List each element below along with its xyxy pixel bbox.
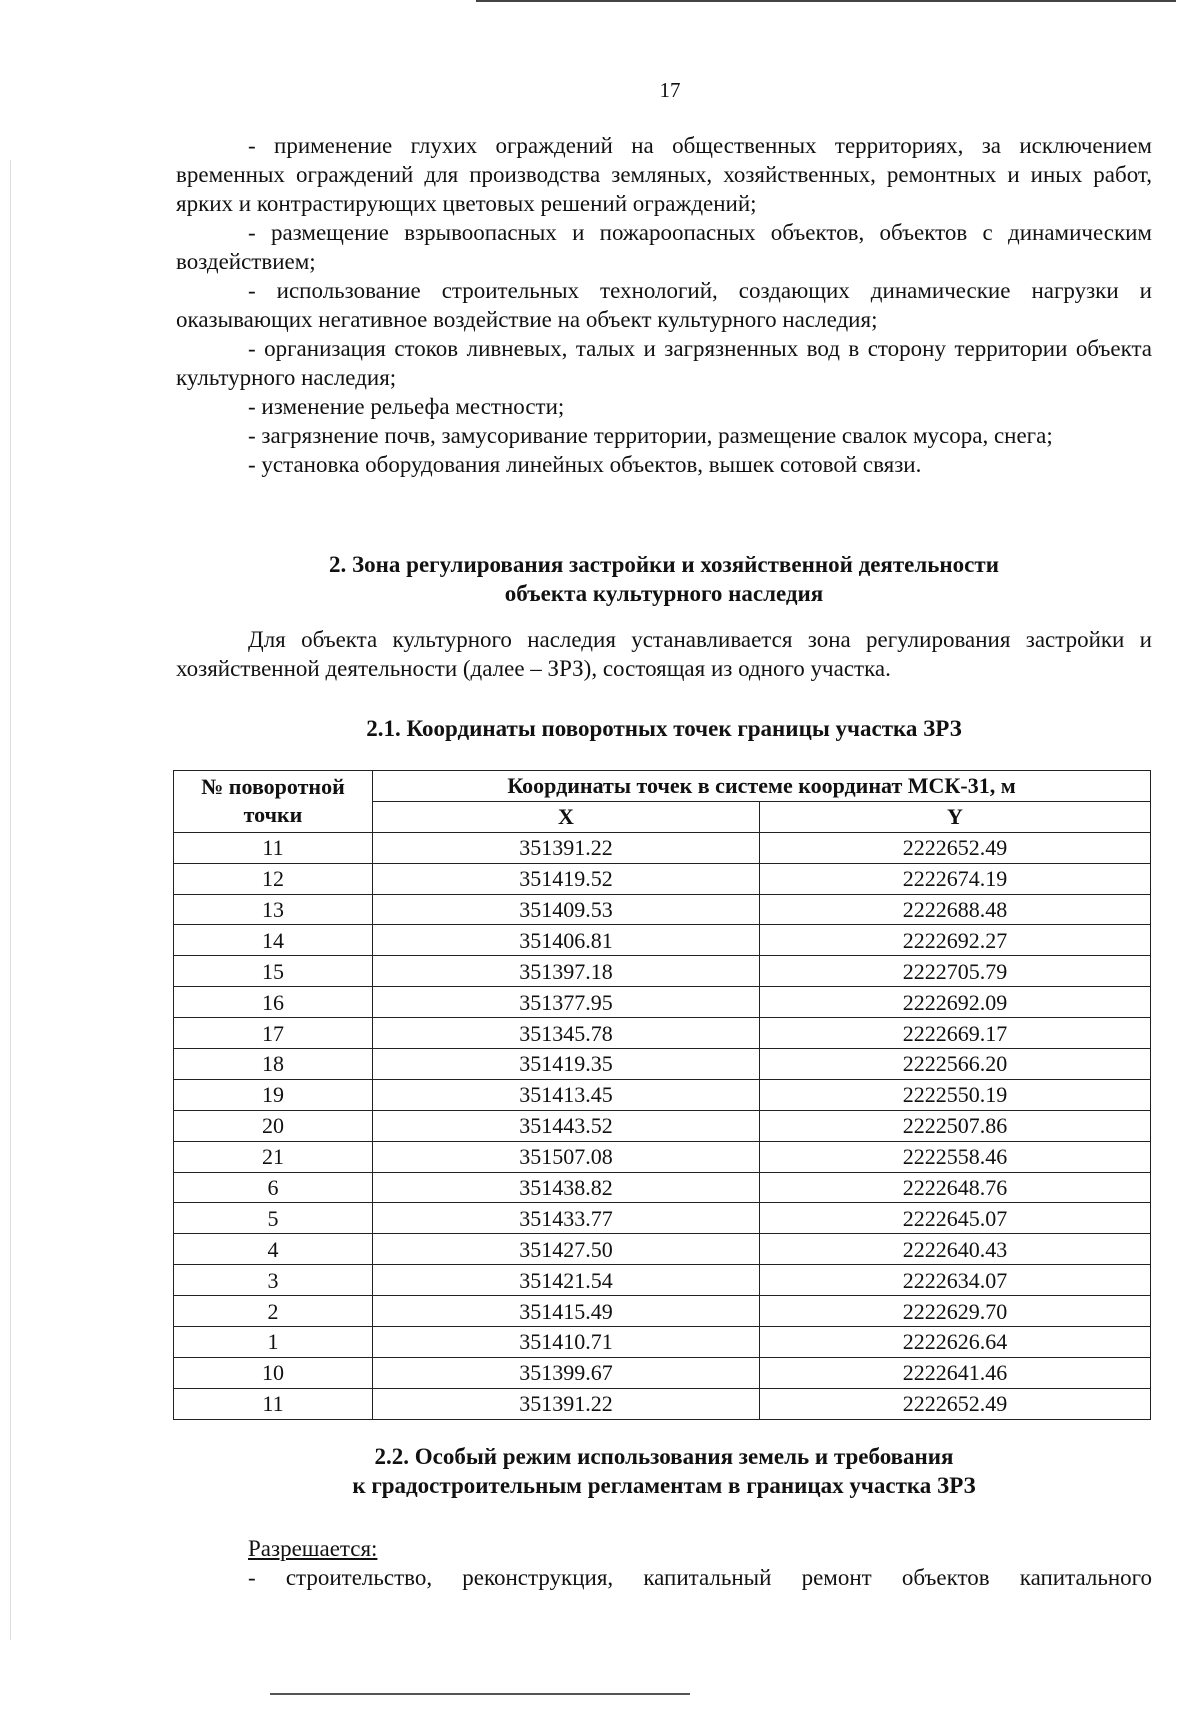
table-row [174,987,1151,1018]
table-row [174,894,1151,925]
table-row [174,1296,1151,1327]
x-coordinate-cell: 351399.67 [373,1357,760,1388]
list-item: - применение глухих ограждений на общественных территориях, за исключением временных ограждений для производства земляных, хозяйственных, ремонтных и иных работ, ярких и контрастирующих цветовых решений ограждений; [176,133,1152,216]
table-row [174,832,1151,863]
y-coordinate-cell: 2222688.48 [760,894,1151,925]
header-y: Y [760,801,1151,832]
y-coordinate-cell: 2222507.86 [760,1110,1151,1141]
table-row [174,925,1151,956]
y-coordinate-cell: 2222705.79 [760,956,1151,987]
table-row [174,1141,1151,1172]
y-coordinate-cell: 2222626.64 [760,1327,1151,1358]
x-coordinate-cell: 351443.52 [373,1110,760,1141]
y-coordinate-cell: 2222641.46 [760,1357,1151,1388]
y-coordinate-cell: 2222652.49 [760,1388,1151,1419]
y-coordinate-cell: 2222566.20 [760,1049,1151,1080]
point-number-cell: 16 [174,987,373,1018]
y-coordinate-cell: 2222558.46 [760,1141,1151,1172]
point-number-cell: 12 [174,863,373,894]
table-row [174,956,1151,987]
point-number-cell: 11 [174,1388,373,1419]
x-coordinate-cell: 351433.77 [373,1203,760,1234]
y-coordinate-cell: 2222634.07 [760,1265,1151,1296]
point-number-cell: 21 [174,1141,373,1172]
point-number-cell: 3 [174,1265,373,1296]
section-2-heading-line1: 2. Зона регулирования застройки и хозяйственной деятельности [329,552,999,577]
y-coordinate-cell: 2222640.43 [760,1234,1151,1265]
x-coordinate-cell: 351409.53 [373,894,760,925]
header-coordinates: Координаты точек в системе координат МСК-31, м [373,771,1151,802]
x-coordinate-cell: 351345.78 [373,1018,760,1049]
coordinates-table [173,770,1151,1420]
x-coordinate-cell: 351391.22 [373,832,760,863]
x-coordinate-cell: 351410.71 [373,1327,760,1358]
table-row [174,1079,1151,1110]
list-item: - использование строительных технологий, создающих динамические нагрузки и оказывающих негативное воздействие на объект культурного наследия; [176,278,1152,332]
section-2-2-heading-line2: к градостроительным регламентам в границах участка ЗРЗ [352,1473,976,1498]
point-number-cell: 2 [174,1296,373,1327]
section-2-heading [176,550,1152,608]
point-number-cell: 15 [174,956,373,987]
y-coordinate-cell: 2222629.70 [760,1296,1151,1327]
table-row [174,1234,1151,1265]
point-number-cell: 13 [174,894,373,925]
point-number-cell: 20 [174,1110,373,1141]
section-2-2-body [176,1534,1152,1592]
scan-bottom-line [270,1693,690,1695]
x-coordinate-cell: 351507.08 [373,1141,760,1172]
table-row [174,1203,1151,1234]
table-row [174,1018,1151,1049]
section-2-2-heading [176,1442,1152,1500]
scan-left-edge [10,160,11,1640]
list-item: - размещение взрывоопасных и пожароопасных объектов, объектов с динамическим воздействием; [176,220,1152,274]
section-2-1-heading: 2.1. Координаты поворотных точек границы участка ЗРЗ [366,716,962,741]
section-2-2-heading-line1: 2.2. Особый режим использования земель и требования [374,1444,954,1469]
coordinates-table-body [174,832,1151,1419]
y-coordinate-cell: 2222692.27 [760,925,1151,956]
table-row [174,1265,1151,1296]
y-coordinate-cell: 2222652.49 [760,832,1151,863]
x-coordinate-cell: 351391.22 [373,1388,760,1419]
y-coordinate-cell: 2222674.19 [760,863,1151,894]
point-number-cell: 4 [174,1234,373,1265]
table-row [174,1110,1151,1141]
x-coordinate-cell: 351377.95 [373,987,760,1018]
table-row [174,1172,1151,1203]
x-coordinate-cell: 351421.54 [373,1265,760,1296]
page-number: 17 [659,78,681,102]
allowed-label: Разрешается: [248,1536,378,1561]
y-coordinate-cell: 2222550.19 [760,1079,1151,1110]
y-coordinate-cell: 2222669.17 [760,1018,1151,1049]
point-number-cell: 14 [174,925,373,956]
point-number-cell: 19 [174,1079,373,1110]
table-row [174,1049,1151,1080]
table-row [174,1388,1151,1419]
point-number-cell: 10 [174,1357,373,1388]
x-coordinate-cell: 351419.52 [373,863,760,894]
table-row [174,1357,1151,1388]
x-coordinate-cell: 351438.82 [373,1172,760,1203]
x-coordinate-cell: 351413.45 [373,1079,760,1110]
x-coordinate-cell: 351419.35 [373,1049,760,1080]
x-coordinate-cell: 351427.50 [373,1234,760,1265]
point-number-cell: 6 [174,1172,373,1203]
header-point-line2: точки [243,802,303,828]
table-row [174,1327,1151,1358]
y-coordinate-cell: 2222645.07 [760,1203,1151,1234]
point-number-cell: 17 [174,1018,373,1049]
y-coordinate-cell: 2222648.76 [760,1172,1151,1203]
x-coordinate-cell: 351406.81 [373,925,760,956]
header-point-line1: № поворотной [201,774,345,800]
section-2-heading-line2: объекта культурного наследия [504,581,824,606]
header-x: X [373,801,760,832]
list-item: - установка оборудования линейных объектов, вышек сотовой связи. [248,452,922,477]
section-2-paragraph: Для объекта культурного наследия устанавливается зона регулирования застройки и хозяйственной деятельности (далее – ЗРЗ), состоящая из одного участка. [176,627,1152,681]
list-item: - организация стоков ливневых, талых и загрязненных вод в сторону территории объекта культурного наследия; [176,336,1152,390]
point-number-cell: 11 [174,832,373,863]
scan-top-line [476,0,1176,2]
list-item: - загрязнение почв, замусоривание территории, размещение свалок мусора, снега; [248,423,1053,448]
point-number-cell: 5 [174,1203,373,1234]
point-number-cell: 18 [174,1049,373,1080]
allowed-item: - строительство, реконструкция, капитальный ремонт объектов капитального [248,1565,1152,1590]
y-coordinate-cell: 2222692.09 [760,987,1151,1018]
restrictions-list [176,131,1152,479]
header-point-number [174,771,373,833]
list-item: - изменение рельефа местности; [248,394,565,419]
table-row [174,863,1151,894]
x-coordinate-cell: 351415.49 [373,1296,760,1327]
section-2-body [176,625,1152,683]
point-number-cell: 1 [174,1327,373,1358]
x-coordinate-cell: 351397.18 [373,956,760,987]
